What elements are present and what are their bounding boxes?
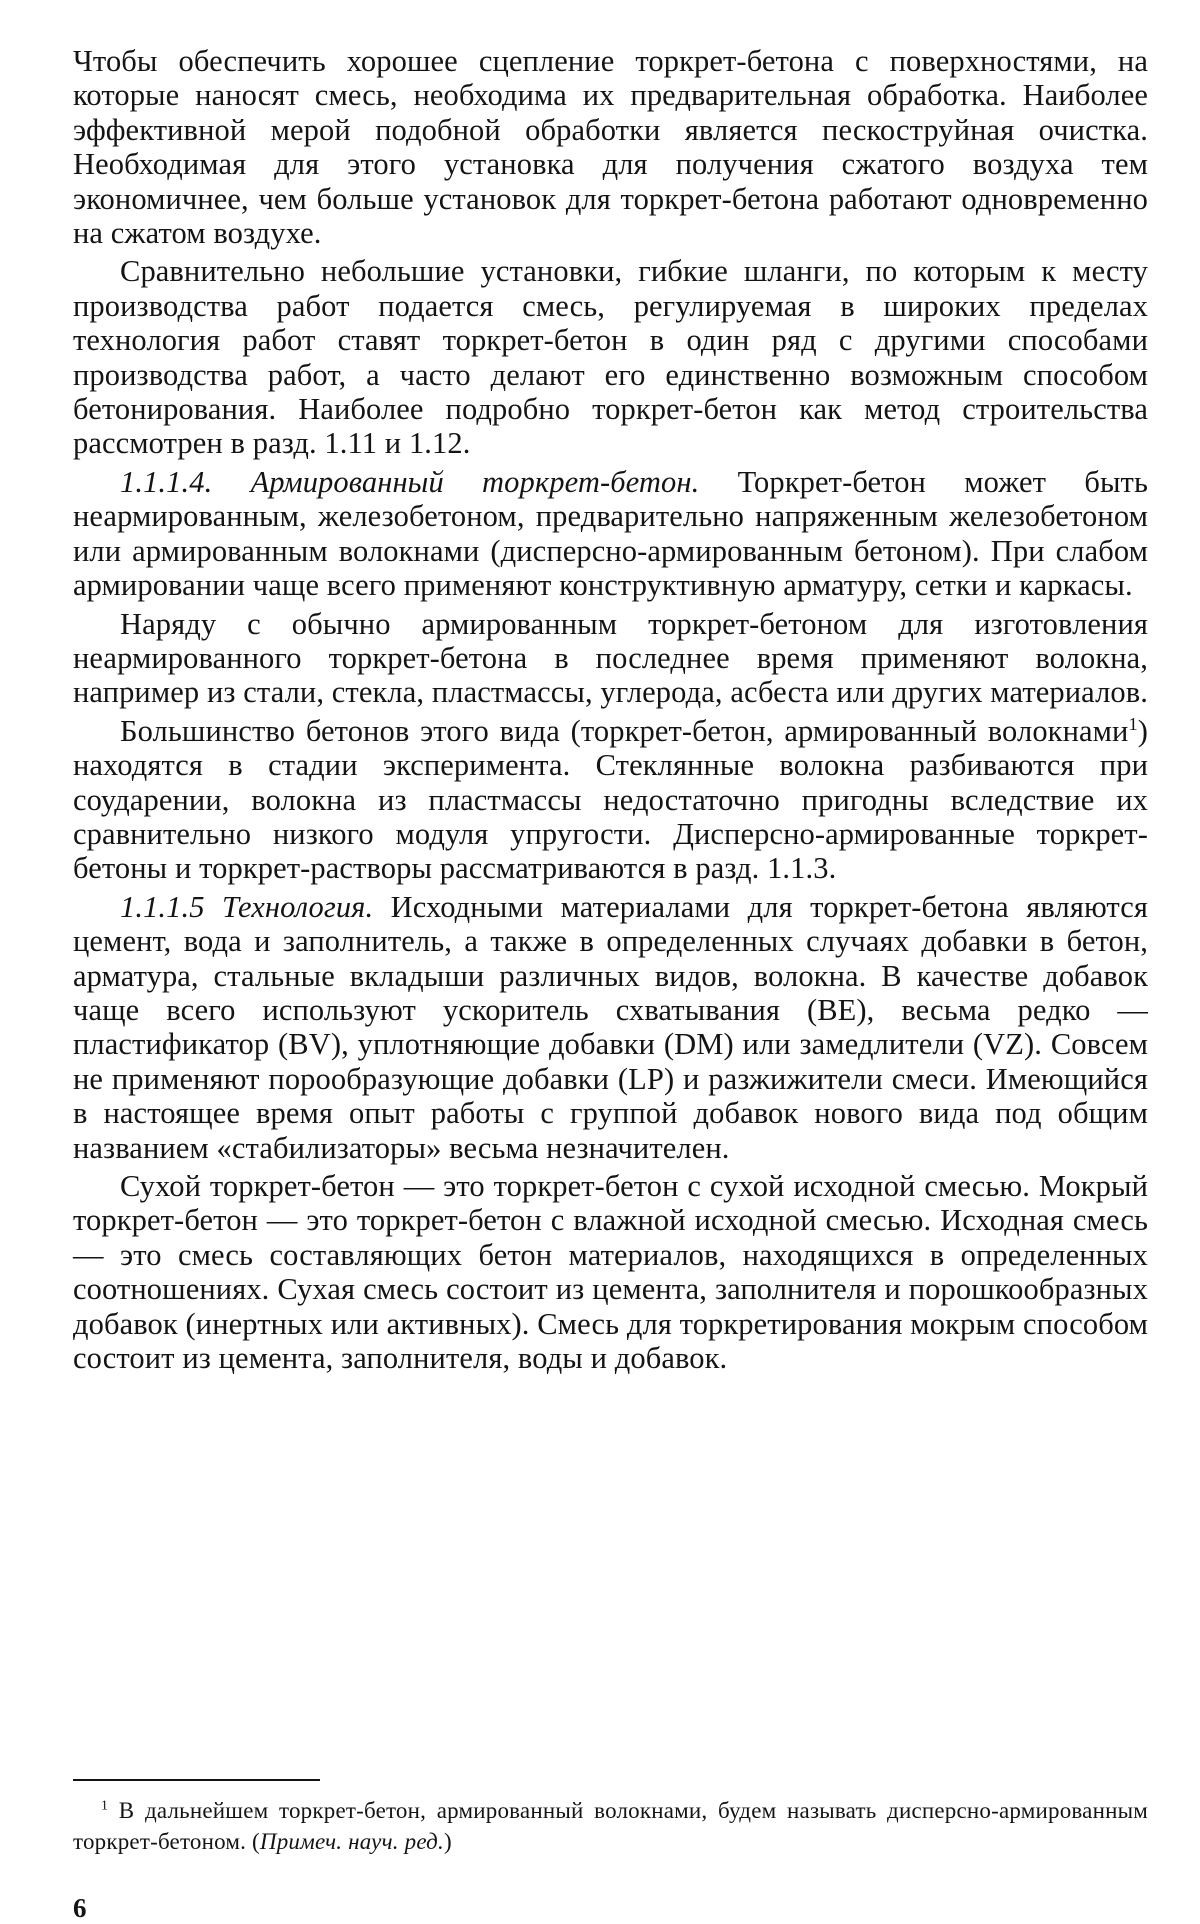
footnote-mark: 1 xyxy=(101,1797,109,1813)
footnote-text: В дальнейшем торкрет-бетон, армированный волокнами, будем называть дисперсно-армированным торкрет-бетоном. ( xyxy=(73,1798,1148,1854)
footnote-reference: 1 xyxy=(1128,713,1138,734)
section-heading-1114: 1.1.1.4. Армированный торкрет-бетон. xyxy=(120,464,700,499)
paragraph-equipment: Сравнительно небольшие установки, гибкие шланги, по которым к месту производства работ подается смесь, регулируемая в широких пределах технология работ ставят торкрет-бетон в один ряд с другими способами производства работ, а часто делают его единственно возможным способом бетонирования. Наиболее подробно торкрет-бетон как метод строительства рассмотрен в разд. 1.11 и 1.12. xyxy=(73,254,1148,461)
paragraph-dry-wet-shotcrete: Сухой торкрет-бетон — это торкрет-бетон с сухой исходной смесью. Мокрый торкрет-бетон — это торкрет-бетон с влажной исходной смесью. Исходная смесь — это смесь составляющих бетон материалов, находящихся в определенных соотношениях. Сухая смесь состоит из цемента, заполнителя и порошкообразных добавок (инертных или активных). Смесь для торкретирования мокрым способом состоит из цемента, заполнителя, воды и добавок. xyxy=(73,1169,1148,1376)
footnote xyxy=(73,1795,1148,1857)
experiment-text-end: ) находятся в стадии эксперимента. Стеклянные волокна разбиваются при соударении, волокна из пластмассы недостаточно пригодны вследствие их сравнительно низкого модуля упругости. Дисперсно-армированные торкрет-бетоны и торкрет-растворы рассматриваются в разд. 1.1.3. xyxy=(73,713,1148,886)
section-heading-1115: 1.1.1.5 Технология. xyxy=(120,889,374,924)
footnote-close: ) xyxy=(443,1829,452,1854)
footnote-separator xyxy=(73,1779,320,1781)
section-text-1114: Торкрет-бетон может быть неармированным, железобетоном, предварительно напряженным железобетоном или армированным волокнами (дисперсно-армированным бетоном). При слабом армировании чаще всего применяют конструктивную арматуру, сетки и каркасы. xyxy=(73,464,1148,603)
page-body xyxy=(73,44,1148,1375)
paragraph-technology xyxy=(73,890,1148,1165)
paragraph-surface-preparation: Чтобы обеспечить хорошее сцепление торкрет-бетона с поверхностями, на которые наносят смесь, необходима их предварительная обработка. Наиболее эффективной мерой подобной обработки является пескоструйная очистка. Необходимая для этого установка для получения сжатого воздуха тем экономичнее, чем больше установок для торкрет-бетона работают одновременно на сжатом воздухе. xyxy=(73,44,1148,251)
paragraph-reinforced-shotcrete xyxy=(73,465,1148,603)
page-number: 6 xyxy=(73,1893,87,1923)
footnote-editor-note: Примеч. науч. ред. xyxy=(259,1829,444,1854)
paragraph-experiment xyxy=(73,714,1148,886)
paragraph-fibers: Наряду с обычно армированным торкрет-бетоном для изготовления неармированного торкрет-бетона в последнее время применяют волокна, например из стали, стекла, пластмассы, углерода, асбеста или других материалов. xyxy=(73,606,1148,710)
experiment-text-start: Большинство бетонов этого вида (торкрет-бетон, армированный волокнами xyxy=(120,713,1129,748)
section-text-1115: Исходными материалами для торкрет-бетона являются цемент, вода и заполнитель, а также в определенных случаях добавки в бетон, арматура, стальные вкладыши различных видов, волокна. В качестве добавок чаще всего используют ускоритель схватывания (BE), весьма редко — пластификатор (BV), уплотняющие добавки (DM) или замедлители (VZ). Совсем не применяют порообразующие добавки (LP) и разжижители смеси. Имеющийся в настоящее время опыт работы с группой добавок нового вида под общим названием «стабилизаторы» весьма незначителен. xyxy=(73,889,1148,1165)
